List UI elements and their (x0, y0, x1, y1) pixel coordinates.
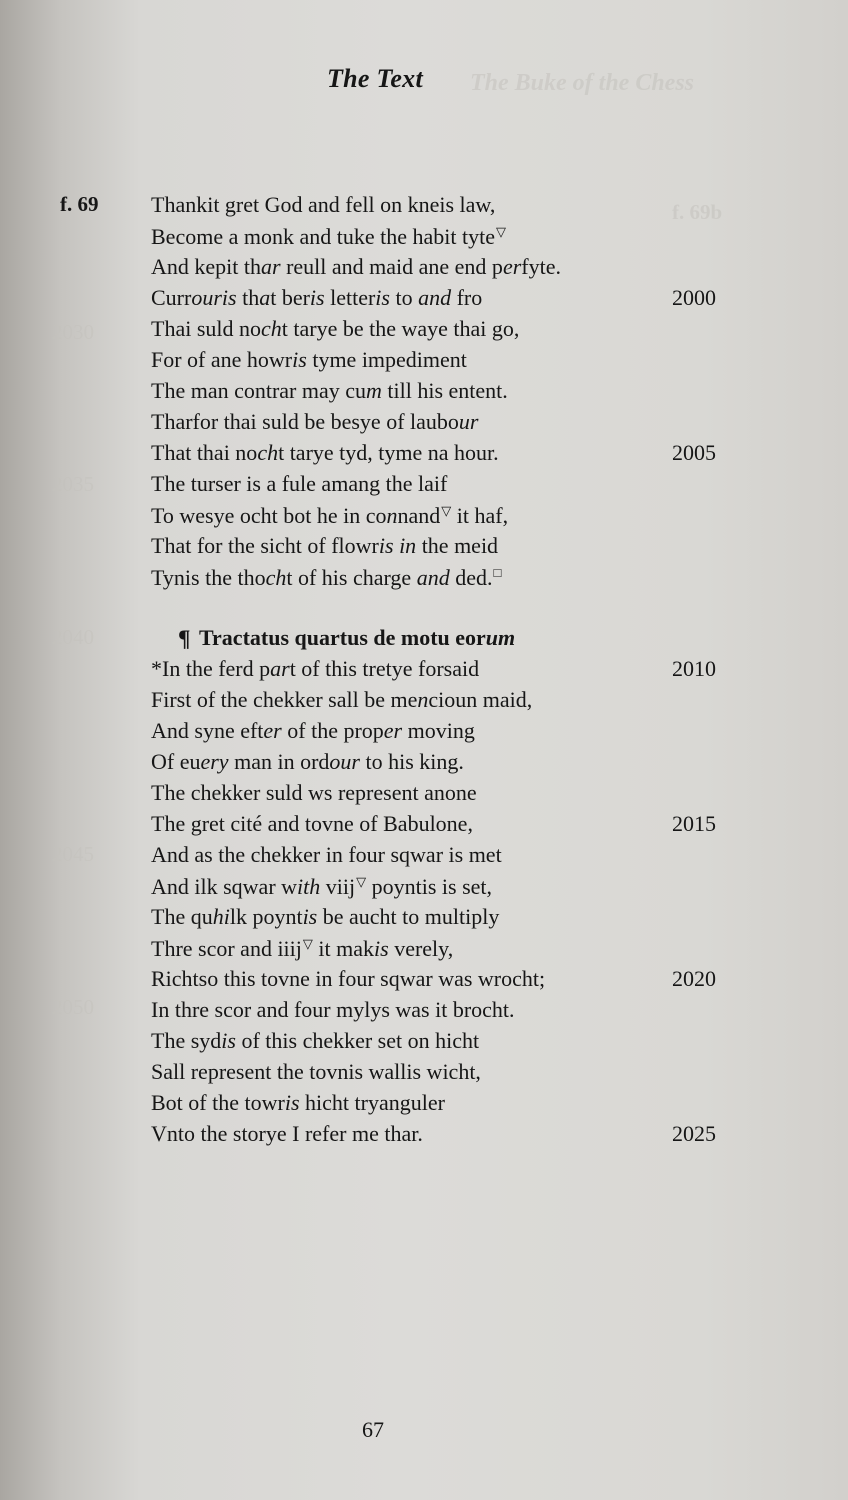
triangle-mark-icon: ▽ (302, 936, 313, 951)
verse-line: First of the chekker sall be mencioun maid, (151, 687, 533, 712)
bleed-through-head: The Buke of the Chess (470, 70, 695, 96)
verse-line: Richtso this tovne in four sqwar was wrocht; (151, 966, 546, 991)
line-number: 2000 (672, 285, 716, 310)
verse-line: And as the chekker in four sqwar is met (151, 842, 502, 867)
verse-line: Of euery man in ordour to his king. (151, 749, 464, 774)
verse-line: Thre scor and iiij▽ it makis verely, (151, 936, 454, 961)
verse-line: Tynis the thocht of his charge and ded.□ (151, 565, 502, 590)
verse-line: Tharfor thai suld be besye of laubour (151, 409, 479, 434)
verse-line: And syne efter of the proper moving (151, 718, 475, 743)
triangle-mark-icon: ▽ (441, 503, 452, 518)
line-number: 2020 (672, 966, 716, 991)
bleed-through-number: 2045 (52, 842, 94, 866)
bleed-through-number: 2035 (52, 472, 94, 496)
verse-line: That for the sicht of flowris in the meid (151, 533, 499, 558)
verse-line: The quhilk poyntis be aucht to multiply (151, 904, 500, 929)
verse-line: The gret cité and tovne of Babulone, (151, 811, 473, 836)
verse-line: The turser is a fule amang the laif (151, 471, 448, 496)
verse-line: For of ane howris tyme impediment (151, 347, 467, 372)
bleed-through-number: 2030 (52, 320, 94, 344)
square-mark-icon: □ (493, 565, 502, 580)
page-number: 67 (362, 1417, 384, 1442)
verse-line: Thai suld nocht tarye be the waye thai go, (151, 316, 520, 341)
verse-line: And ilk sqwar with viij▽ poyntis is set, (151, 874, 493, 899)
verse-line: The man contrar may cum till his entent. (151, 378, 508, 403)
section-heading: Tractatus quartus de motu eorum (199, 625, 516, 650)
verse-line: Vnto the storye I refer me thar. (151, 1121, 423, 1146)
verse-line: And kepit thar reull and maid ane end perfyte. (151, 254, 561, 279)
running-head: The Text (326, 64, 424, 93)
verse-line: Become a monk and tuke the habit tyte▽ (151, 224, 506, 249)
triangle-mark-icon: ▽ (495, 224, 506, 239)
bleed-through-folio: f. 69b (672, 200, 723, 224)
line-number: 2010 (672, 656, 716, 681)
bleed-through-number: 2040 (52, 625, 94, 649)
verse-line: Currouris that beris letteris to and fro (151, 285, 483, 310)
verse-line: Sall represent the tovnis wallis wicht, (151, 1059, 481, 1084)
folio-marker: f. 69 (60, 192, 99, 216)
verse-line: The sydis of this chekker set on hicht (151, 1028, 480, 1053)
verse-line: In thre scor and four mylys was it brocht. (151, 997, 515, 1022)
verse-line: That thai nocht tarye tyd, tyme na hour. (151, 440, 499, 465)
bleed-through-number: 2050 (52, 995, 94, 1019)
triangle-mark-icon: ▽ (356, 874, 367, 889)
line-number: 2005 (672, 440, 716, 465)
verse-line: The chekker suld ws represent anone (151, 780, 477, 805)
verse-line: *In the ferd part of this tretye forsaid (151, 656, 480, 681)
pilcrow-icon: ¶ (178, 626, 191, 651)
line-number: 2015 (672, 811, 716, 836)
verse-line: To wesye ocht bot he in connand▽ it haf, (151, 503, 509, 528)
verse-line: Bot of the towris hicht tryanguler (151, 1090, 445, 1115)
verse-line: Thankit gret God and fell on kneis law, (151, 192, 496, 217)
line-number: 2025 (672, 1121, 716, 1146)
